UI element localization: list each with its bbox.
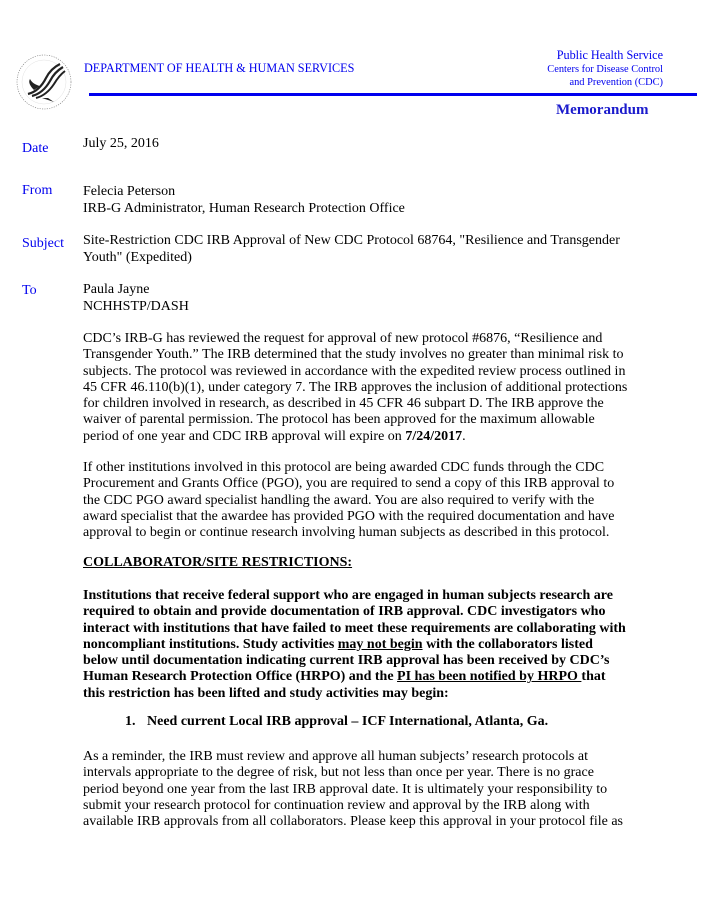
text-line: below until documentation indicating current IRB approval has been received by CDC’s — [83, 653, 610, 669]
restriction-item — [125, 714, 548, 730]
restriction-item-number: 1. — [125, 714, 136, 729]
text-line: As a reminder, the IRB must review and approve all human subjects’ research protocols at — [83, 749, 588, 764]
from-title: IRB-G Administrator, Human Research Protection Office — [83, 200, 405, 216]
text-line — [83, 637, 623, 653]
subject-line-1: Site-Restriction CDC IRB Approval of New CDC Protocol 68764, "Resilience and Transgender — [83, 233, 620, 248]
date-value: July 25, 2016 — [83, 136, 159, 151]
text-line: this restriction has been lifted and study activities may begin: — [83, 685, 449, 701]
department-name: DEPARTMENT OF HEALTH & HUMAN SERVICES — [84, 61, 355, 75]
letterhead-rule — [89, 93, 697, 96]
expiry-date: 7/24/2017 — [405, 428, 463, 444]
agency-line-1: Public Health Service — [556, 48, 663, 62]
agency-block — [547, 48, 663, 89]
text-line: waiver of parental permission. The protocol has been approved for the maximum allowable — [83, 412, 595, 428]
from-label: From — [22, 183, 53, 198]
text-line: subjects. The protocol was reviewed in accordance with the expedited review process outlined in — [83, 363, 626, 379]
pgo-paragraph — [83, 460, 623, 541]
text-line: available IRB approvals from all collaborators. Please keep this approval in your protocol file as — [83, 814, 624, 830]
reminder-paragraph — [83, 749, 623, 830]
pi-notified-emphasis: PI has been notified by HRPO — [397, 669, 582, 685]
document-type-title: Memorandum — [556, 102, 649, 118]
to-office: NCHHSTP/DASH — [83, 298, 189, 314]
text-segment: noncompliant institutions. Study activities — [83, 636, 338, 652]
text-segment: period of one year and CDC IRB approval will expire on — [83, 428, 406, 444]
text-line — [83, 669, 623, 685]
approval-paragraph — [83, 331, 628, 445]
text-line: required to obtain and provide documentation of IRB approval. CDC investigators who — [83, 604, 606, 620]
text-line: submit your research protocol for continuation review and approval by the IRB along with — [83, 797, 590, 813]
text-line: Procurement and Grants Office (PGO), you are required to send a copy of this IRB approval to — [83, 476, 615, 492]
text-line: approval to begin or continue research involving human subjects as described in this protocol. — [83, 525, 610, 541]
restrictions-heading: COLLABORATOR/SITE RESTRICTIONS: — [83, 555, 353, 570]
hhs-seal-icon — [14, 52, 74, 112]
restriction-item-text: Need current Local IRB approval – ICF International, Atlanta, Ga. — [147, 714, 549, 729]
to-value — [83, 282, 189, 315]
text-line — [83, 429, 623, 445]
agency-line-2: Centers for Disease Control — [547, 64, 663, 75]
text-segment: that — [581, 669, 606, 685]
text-line: the CDC PGO award specialist handling the award. You are also required to verify with the — [83, 492, 595, 508]
subject-line-2: Youth" (Expedited) — [83, 249, 192, 265]
text-line: intervals appropriate to the degree of risk, but not less than once per year. There is no grace — [83, 765, 594, 781]
to-name: Paula Jayne — [83, 282, 150, 297]
text-line: Transgender Youth.” The IRB determined that the study involves no greater than minimal risk to — [83, 347, 624, 363]
text-line: CDC’s IRB-G has reviewed the request for approval of new protocol #6876, “Resilience and — [83, 331, 603, 346]
text-line: If other institutions involved in this protocol are being awarded CDC funds through the CDC — [83, 460, 605, 475]
may-not-begin-emphasis: may not begin — [337, 636, 423, 652]
subject-label: Subject — [22, 236, 64, 251]
subject-value — [83, 233, 620, 266]
text-line: for children involved in research, as described in 45 CFR 46 subpart D. The IRB approve the — [83, 396, 604, 412]
date-label: Date — [22, 141, 49, 156]
agency-line-3: and Prevention (CDC) — [569, 77, 663, 88]
restrictions-paragraph — [83, 588, 626, 702]
text-segment: . — [462, 428, 466, 444]
text-segment: with the collaborators listed — [422, 636, 593, 652]
text-line: 45 CFR 46.110(b)(1), under category 7. The IRB approves the inclusion of additional protections — [83, 379, 628, 395]
text-line: period beyond one year from the last IRB approval date. It is ultimately your responsibility to — [83, 781, 608, 797]
from-value — [83, 184, 405, 217]
from-name: Felecia Peterson — [83, 184, 176, 199]
to-label: To — [22, 283, 37, 298]
text-segment: Human Research Protection Office (HRPO) and the — [83, 669, 398, 685]
text-line: Institutions that receive federal support who are engaged in human subjects research are — [83, 588, 613, 603]
text-line: interact with institutions that have failed to meet these requirements are collaborating with — [83, 620, 626, 636]
text-line: award specialist that the awardee has provided PGO with the required documentation and have — [83, 508, 615, 524]
